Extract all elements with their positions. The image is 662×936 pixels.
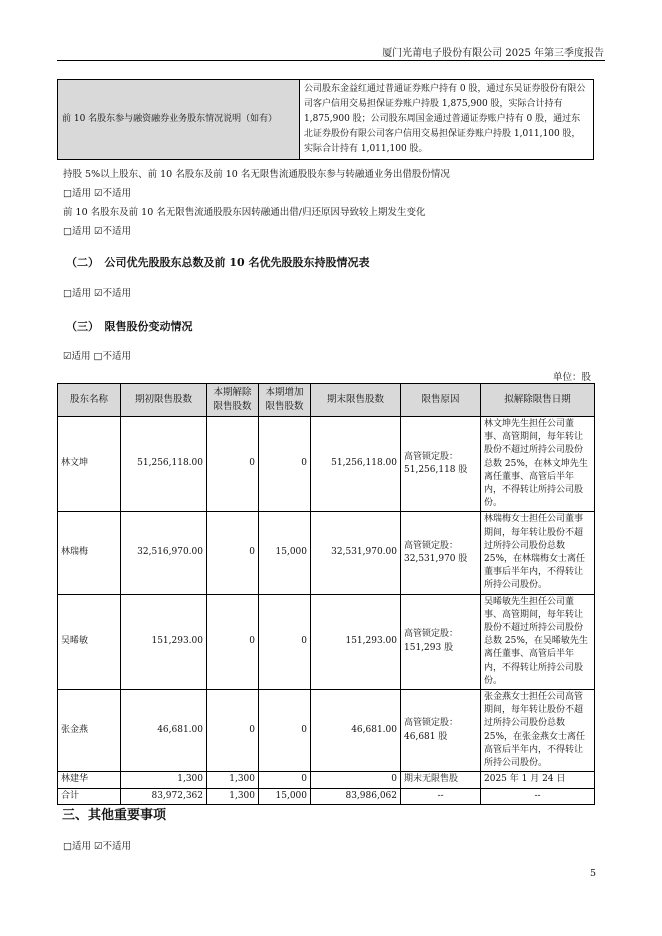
section2-option: □适用 ☑不适用 — [63, 288, 132, 299]
section3-option: ☑适用 □不适用 — [63, 351, 132, 362]
header-divider — [57, 60, 605, 61]
cell-name: 张金燕 — [58, 690, 121, 772]
cell-begin: 32,516,970.00 — [121, 512, 207, 594]
cell-end: 46,681.00 — [311, 690, 401, 772]
cell-end: 151,293.00 — [311, 594, 401, 689]
cell-begin: 151,293.00 — [121, 594, 207, 689]
cell-released: 0 — [207, 512, 259, 594]
cell-release-date: 林瑞梅女士担任公司董事期间，每年转让股份不超过所持公司股份总数 25%，在林瑞梅女士离任董事后半年内，不得转让所持公司股份。 — [481, 512, 595, 594]
refinancing-change-option: □适用 ☑不适用 — [63, 226, 132, 237]
cell-reason: 高管锁定股：151,293 股 — [401, 594, 481, 689]
cell-release-date: 2025 年 1 月 24 日 — [481, 772, 595, 789]
cell-begin: 1,300 — [121, 772, 207, 789]
col-header: 期初限售股数 — [121, 384, 207, 417]
table-row — [58, 690, 595, 772]
cell-release-date: 林文坤先生担任公司董事、高管期间，每年转让股份不超过所持公司股份总数 25%，在林文坤先生离任董事、高管后半年内，不得转让所持公司股份。 — [481, 417, 595, 512]
refinancing-change-text: 前 10 名股东及前 10 名无限售流通股股东因转融通出借/归还原因导致较上期发生变化 — [63, 207, 426, 218]
cell-added: 0 — [259, 690, 311, 772]
unit-label: 单位：股 — [552, 372, 591, 383]
section-other-option: □适用 ☑不适用 — [63, 841, 132, 852]
cell-released: 1,300 — [207, 772, 259, 789]
cell-begin: 83,972,362 — [121, 788, 207, 805]
margin-trading-table — [57, 79, 594, 160]
cell-release-date: 吴晞敏先生担任公司董事、高管期间，每年转让股份不超过所持公司股份总数 25%，在吴晞敏先生离任董事、高管后半年内，不得转让所持公司股份。 — [481, 594, 595, 689]
cell-end: 83,986,062 — [311, 788, 401, 805]
cell-added: 15,000 — [259, 788, 311, 805]
cell-release-date: -- — [481, 788, 595, 805]
cell-released: 0 — [207, 417, 259, 512]
cell-added: 15,000 — [259, 512, 311, 594]
cell-reason: -- — [401, 788, 481, 805]
restricted-shares-table — [57, 383, 595, 805]
cell-released: 0 — [207, 594, 259, 689]
cell-name: 林文坤 — [58, 417, 121, 512]
cell-released: 1,300 — [207, 788, 259, 805]
table-header-row — [58, 384, 595, 417]
refinancing-lending-option: □适用 ☑不适用 — [63, 188, 132, 199]
cell-release-date: 张金燕女士担任公司高管期间，每年转让股份不超过所持公司股份总数 25%，在张金燕女士离任高管后半年内，不得转让所持公司股份。 — [481, 690, 595, 772]
page-header: 厦门光莆电子股份有限公司 2025 年第三季度报告 — [382, 48, 604, 59]
cell-end: 32,531,970.00 — [311, 512, 401, 594]
col-header: 股东名称 — [58, 384, 121, 417]
cell-added: 0 — [259, 772, 311, 789]
cell-begin: 46,681.00 — [121, 690, 207, 772]
cell-name: 林瑞梅 — [58, 512, 121, 594]
cell-name: 合计 — [58, 788, 121, 805]
section2-title: （二） 公司优先股股东总数及前 10 名优先股股东持股情况表 — [66, 256, 370, 269]
cell-name: 吴晞敏 — [58, 594, 121, 689]
table-row — [58, 512, 595, 594]
col-header: 限售原因 — [401, 384, 481, 417]
cell-begin: 51,256,118.00 — [121, 417, 207, 512]
cell-released: 0 — [207, 690, 259, 772]
cell-end: 51,256,118.00 — [311, 417, 401, 512]
table-row-total — [58, 788, 595, 805]
section3-title: （三） 限售股份变动情况 — [66, 320, 193, 333]
cell-name: 林建华 — [58, 772, 121, 789]
cell-added: 0 — [259, 417, 311, 512]
cell-added: 0 — [259, 594, 311, 689]
col-header: 本期解除限售股数 — [207, 384, 259, 417]
page-number: 5 — [589, 868, 596, 879]
col-header: 期末限售股数 — [311, 384, 401, 417]
section-other-title: 三、其他重要事项 — [62, 808, 167, 823]
table-row — [58, 594, 595, 689]
cell-reason: 高管锁定股：32,531,970 股 — [401, 512, 481, 594]
cell-reason: 期末无限售股 — [401, 772, 481, 789]
col-header: 本期增加限售股数 — [259, 384, 311, 417]
cell-end: 0 — [311, 772, 401, 789]
margin-trading-text: 公司股东金益红通过普通证券账户持有 0 股，通过东吴证券股份有限公司客户信用交易担保证券账户持股 1,875,900 股，实际合计持有 1,875,900 股；公司股东周国金通过普通证券账户持有 0 股，通过东北证券股份有限公司客户信用交易担保证券账户持股 1,011,100 股，实际合计持有 1,011,100 股。 — [300, 80, 594, 160]
cell-reason: 高管锁定股：51,256,118 股 — [401, 417, 481, 512]
table-row — [58, 417, 595, 512]
table-row — [58, 772, 595, 789]
refinancing-lending-text: 持股 5%以上股东、前 10 名股东及前 10 名无限售流通股股东参与转融通业务出借股份情况 — [63, 169, 450, 180]
col-header: 拟解除限售日期 — [481, 384, 595, 417]
cell-reason: 高管锁定股：46,681 股 — [401, 690, 481, 772]
margin-trading-label: 前 10 名股东参与融资融券业务股东情况说明（如有） — [58, 80, 300, 160]
